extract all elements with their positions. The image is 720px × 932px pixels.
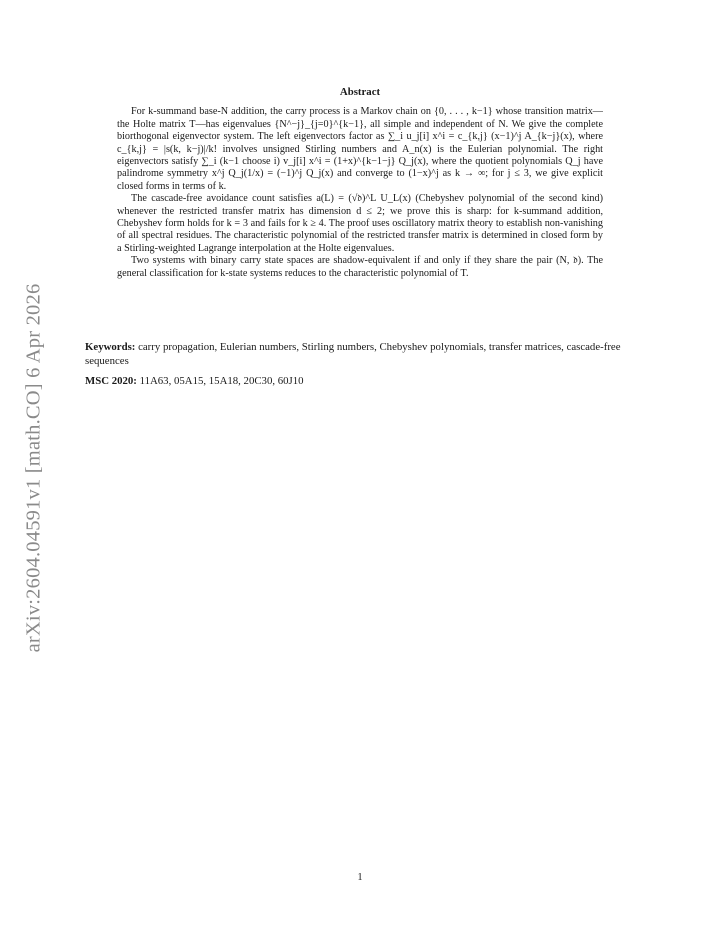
arxiv-identifier-stamp: arXiv:2604.04591v1 [math.CO] 6 Apr 2026 (22, 283, 45, 653)
keywords-text: carry propagation, Eulerian numbers, Stirling numbers, Chebyshev polynomials, transfer matrices, cascade-free sequences (85, 341, 621, 367)
abstract-heading: Abstract (339, 86, 381, 98)
page-number: 1 (357, 872, 363, 883)
abstract-paragraph-3: Two systems with binary carry state spaces are shadow-equivalent if and only if they share the pair (N, 𝔡). The general classification for k-state systems reduces to the characteristic polynomial of T. (117, 255, 603, 279)
msc-codes: 11A63, 05A15, 15A18, 20C30, 60J10 (139, 375, 304, 387)
metadata-section (85, 340, 637, 394)
keywords-label: Keywords: (85, 341, 136, 353)
abstract-paragraph-1: For k-summand base-N addition, the carry process is a Markov chain on {0, . . . , k−1} whose transition matrix—the Holte matrix T—has eigenvalues {N^−j}_{j=0}^{k−1}, all simple and independent of N. We give the complete biorthogonal eigenvector system. The left eigenvectors factor as ∑_i u_j[i] x^i = c_{k,j} (x−1)^j A_{k−j}(x), where c_{k,j} = |s(k, k−j)|/k! involves unsigned Stirling numbers and A_n(x) is the Eulerian polynomial. The right eigenvectors satisfy ∑_i (k−1 choose i) v_j[i] x^i = (1+x)^{k−1−j} Q_j(x), where the quotient polynomials Q_j have palindrome symmetry x^j Q_j(1/x) = (−1)^j Q_j(x) and converge to (1−x)^j as k → ∞; for j ≤ 3, we give explicit closed forms in terms of k. (117, 106, 603, 192)
keywords-line (85, 340, 637, 368)
abstract-section (117, 86, 603, 280)
abstract-paragraph-2: The cascade-free avoidance count satisfies a(L) = (√𝔡)^L U_L(x) (Chebyshev polynomial of the second kind) whenever the restricted transfer matrix has dimension d ≤ 2; we prove this is sharp: for k-summand addition, Chebyshev form holds for k = 3 and fails for k ≥ 4. The proof uses oscillatory matrix theory to establish non-vanishing of all spectral residues. The characteristic polynomial of the restricted transfer matrix is determined in closed form by a Stirling-weighted Lagrange interpolation at the Holte eigenvalues. (117, 193, 603, 254)
msc-label: MSC 2020: (85, 375, 137, 387)
msc-line (85, 374, 637, 388)
